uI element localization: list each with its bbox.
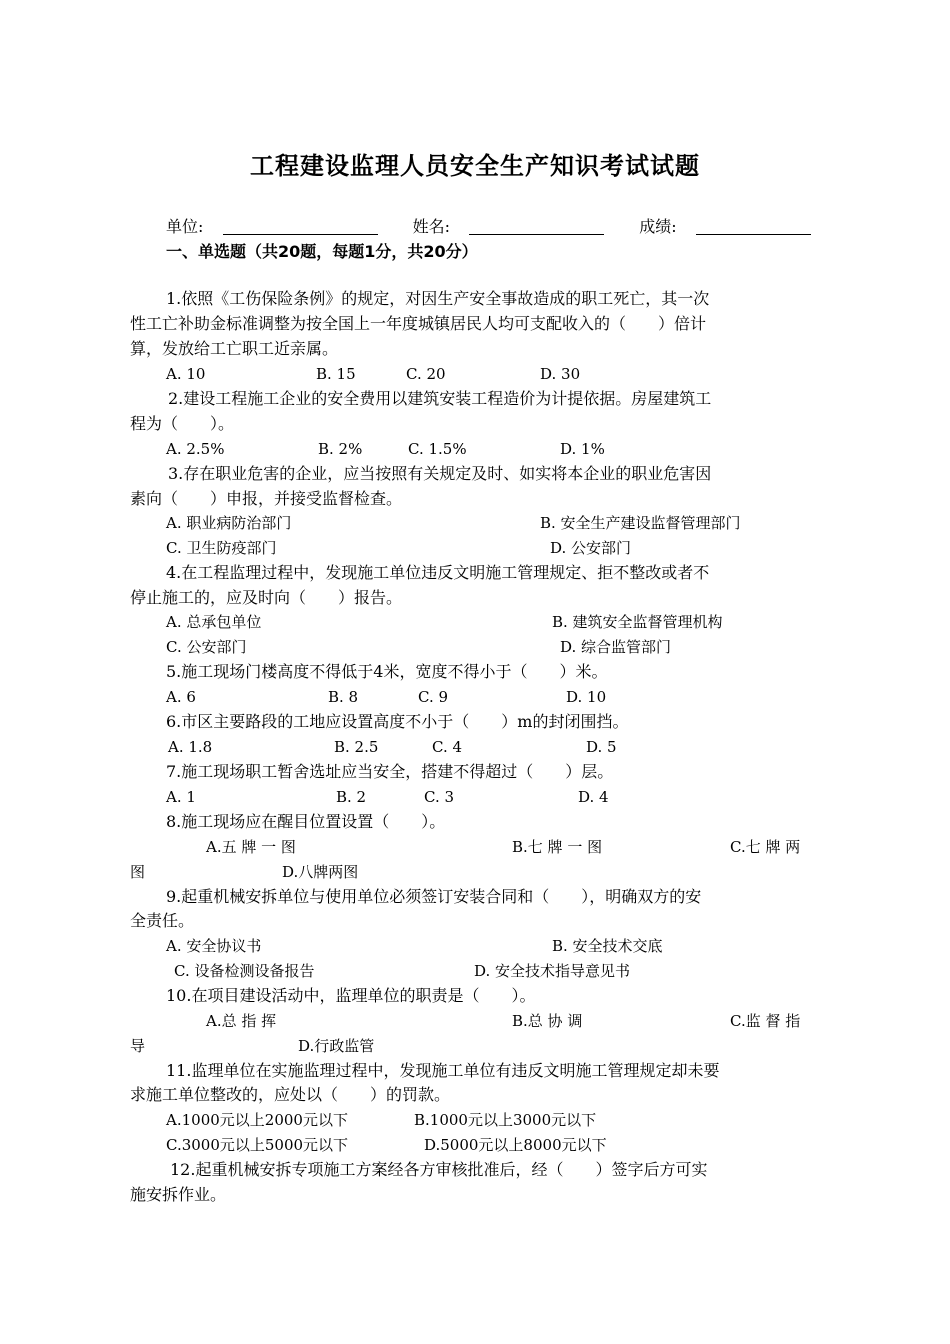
option-d[interactable]: D. 4	[578, 788, 609, 806]
question-text: 12.起重机械安拆专项施工方案经各方审核批准后，经（ ）签字后方可实	[170, 1160, 708, 1179]
question-text: 1.依照《工伤保险条例》的规定，对因生产安全事故造成的职工死亡，其一次	[166, 289, 710, 308]
option-a[interactable]: A. 1.8	[168, 738, 213, 756]
option-c[interactable]: C. 卫生防疫部门	[166, 539, 277, 557]
unit-label: 单位:	[166, 217, 204, 236]
option-d[interactable]: D. 5	[586, 738, 617, 756]
option-d[interactable]: D.八牌两图	[282, 863, 359, 881]
question-text: 8.施工现场应在醒目位置设置（ ）。	[166, 812, 446, 831]
option-b[interactable]: B. 15	[316, 365, 356, 383]
option-b[interactable]: B. 安全生产建设监督管理部门	[540, 514, 741, 532]
candidate-info	[166, 214, 811, 237]
option-a[interactable]: A.五 牌 一 图	[206, 838, 296, 856]
option-d[interactable]: D. 公安部门	[550, 539, 632, 557]
option-d[interactable]: D. 10	[566, 688, 607, 706]
option-a[interactable]: A. 10	[166, 365, 206, 383]
question-text: 5.施工现场门楼高度不得低于4米，宽度不得小于（ ）米。	[166, 662, 608, 681]
page-title: 工程建设监理人员安全生产知识考试试题	[250, 151, 700, 180]
option-c[interactable]: C. 1.5%	[408, 440, 467, 458]
question-text: 施安拆作业。	[130, 1185, 227, 1204]
option-c-continued: 导	[130, 1037, 146, 1055]
question-text: 7.施工现场职工暂舍选址应当安全，搭建不得超过（ ）层。	[166, 762, 614, 781]
score-field[interactable]	[696, 218, 811, 235]
option-d[interactable]: D. 30	[540, 365, 581, 383]
question-text: 4.在工程监理过程中，发现施工单位违反文明施工管理规定、拒不整改或者不	[166, 563, 710, 582]
question-text: 全责任。	[130, 911, 195, 930]
option-d[interactable]: D.5000元以上8000元以下	[424, 1136, 607, 1154]
option-b[interactable]: B.1000元以上3000元以下	[414, 1111, 597, 1129]
option-a[interactable]: A. 1	[166, 788, 196, 806]
option-b[interactable]: B. 安全技术交底	[552, 937, 663, 955]
question-text: 2.建设工程施工企业的安全费用以建筑安装工程造价为计提依据。房屋建筑工	[168, 389, 712, 408]
option-c-continued: 图	[130, 863, 146, 881]
option-c[interactable]: C.七 牌 两	[730, 838, 801, 856]
option-d[interactable]: D. 1%	[560, 440, 605, 458]
question-text: 程为（ ）。	[130, 414, 235, 433]
option-c[interactable]: C. 设备检测设备报告	[174, 962, 315, 980]
question-text: 11.监理单位在实施监理过程中，发现施工单位有违反文明施工管理规定却未要	[166, 1061, 720, 1080]
option-c[interactable]: C. 公安部门	[166, 638, 247, 656]
option-d[interactable]: D.行政监管	[298, 1037, 375, 1055]
question-text: 算，发放给工亡职工近亲属。	[130, 339, 339, 358]
section-heading: 一、单选题（共20题，每题1分，共20分）	[166, 242, 478, 261]
option-c[interactable]: C.监 督 指	[730, 1012, 801, 1030]
option-d[interactable]: D. 安全技术指导意见书	[474, 962, 631, 980]
option-a[interactable]: A. 2.5%	[166, 440, 225, 458]
option-b[interactable]: B.七 牌 一 图	[512, 838, 603, 856]
option-b[interactable]: B. 建筑安全监督管理机构	[552, 613, 723, 631]
option-a[interactable]: A.1000元以上2000元以下	[166, 1111, 348, 1129]
option-b[interactable]: B. 8	[328, 688, 359, 706]
option-d[interactable]: D. 综合监管部门	[560, 638, 672, 656]
question-text: 停止施工的，应及时向（ ）报告。	[130, 588, 403, 607]
option-a[interactable]: A. 6	[166, 688, 196, 706]
question-text: 素向（ ）申报，并接受监督检查。	[130, 489, 403, 508]
option-c[interactable]: C. 9	[418, 688, 449, 706]
score-label: 成绩:	[639, 217, 677, 236]
option-b[interactable]: B. 2.5	[334, 738, 379, 756]
option-a[interactable]: A.总 指 挥	[206, 1012, 277, 1030]
question-text: 9.起重机械安拆单位与使用单位必须签订安装合同和（ ），明确双方的安	[166, 887, 702, 906]
option-a[interactable]: A. 总承包单位	[166, 613, 262, 631]
question-text: 6.市区主要路段的工地应设置高度不小于（ ）m的封闭围挡。	[166, 712, 629, 731]
question-text: 性工亡补助金标准调整为按全国上一年度城镇居民人均可支配收入的（ ）倍计	[130, 314, 707, 333]
name-field[interactable]	[469, 218, 604, 235]
option-c[interactable]: C. 20	[406, 365, 446, 383]
name-label: 姓名:	[412, 217, 450, 236]
option-c[interactable]: C. 3	[424, 788, 455, 806]
option-a[interactable]: A. 职业病防治部门	[166, 514, 292, 532]
option-b[interactable]: B.总 协 调	[512, 1012, 583, 1030]
option-a[interactable]: A. 安全协议书	[166, 937, 262, 955]
option-b[interactable]: B. 2	[336, 788, 367, 806]
question-text: 求施工单位整改的，应处以（ ）的罚款。	[130, 1085, 451, 1104]
option-b[interactable]: B. 2%	[318, 440, 363, 458]
option-c[interactable]: C.3000元以上5000元以下	[166, 1136, 349, 1154]
question-text: 3.存在职业危害的企业，应当按照有关规定及时、如实将本企业的职业危害因	[168, 464, 712, 483]
unit-field[interactable]	[223, 218, 378, 235]
question-text: 10.在项目建设活动中，监理单位的职责是（ ）。	[166, 986, 536, 1005]
option-c[interactable]: C. 4	[432, 738, 463, 756]
